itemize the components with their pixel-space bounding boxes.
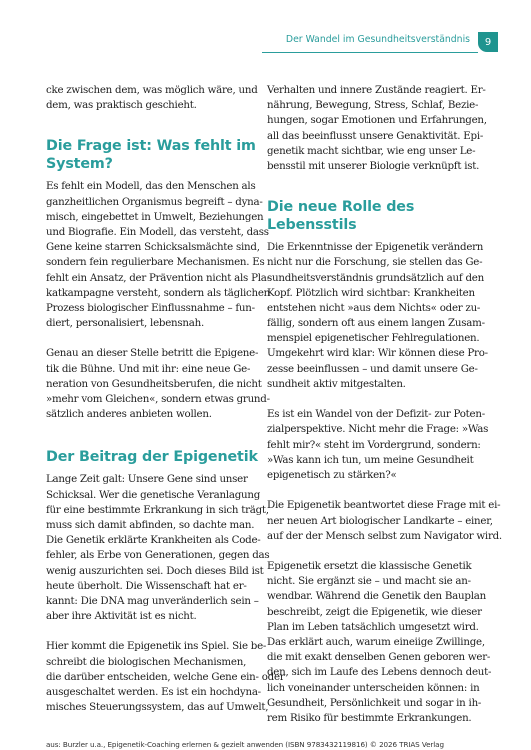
- text-line: Es ist ein Wandel von der Defizit- zur Poten-: [267, 408, 485, 421]
- paragraph: [46, 472, 271, 624]
- text-line: Das erklärt auch, warum eineiige Zwillinge,: [267, 636, 485, 648]
- text-line: den, sich im Laufe des Lebens dennoch deut-: [267, 666, 492, 679]
- paragraph: [267, 240, 487, 392]
- text-line: Genau an dieser Stelle betritt die Epigene-: [46, 347, 259, 360]
- paragraph: [46, 639, 285, 715]
- text-line: »Was kann ich tun, um meine Gesundheit: [267, 453, 474, 466]
- text-line: und Biografie. Ein Modell, das versteht, dass: [46, 225, 269, 238]
- text-line: sätzlich anderes anbieten wollen.: [46, 408, 212, 421]
- text-line: wendbar. Während die Genetik den Bauplan: [267, 590, 486, 603]
- text-line: Verhalten und innere Zustände reagiert. Er-: [267, 84, 486, 96]
- paragraph: [267, 407, 487, 483]
- text-line: cke zwischen dem, was möglich wäre, und: [46, 84, 258, 96]
- text-line: sundheit aktiv mitgestalten.: [267, 377, 406, 390]
- text-line: hungen, sogar Emotionen und Erfahrungen,: [267, 114, 487, 127]
- text-line: nicht. Sie ergänzt sie – und macht sie an-: [267, 575, 471, 588]
- page-number-badge: 9: [478, 32, 498, 52]
- text-line: misch, eingebettet in Umwelt, Beziehungen: [46, 210, 264, 223]
- text-line: fehler, als Erbe von Generationen, gegen das: [46, 549, 270, 562]
- text-line: Lange Zeit galt: Unsere Gene sind unser: [46, 473, 248, 486]
- intro-paragraph: [46, 83, 271, 113]
- text-line: sundheitsverständnis grundsätzlich auf den: [267, 271, 484, 284]
- text-line: dem, was praktisch geschieht.: [46, 99, 197, 112]
- text-line: fällig, sondern oft aus einem langen Zusam-: [267, 317, 485, 330]
- header-rule: [262, 52, 478, 53]
- paragraph: [267, 498, 502, 544]
- text-line: Gene keine starren Schicksalsmächte sind,: [46, 241, 260, 254]
- text-line: für eine bestimmte Erkrankung in sich trägt,: [46, 503, 269, 516]
- text-line: rem Risiko für bestimmte Erkrankungen.: [267, 711, 472, 724]
- text-line: heute überholt. Die Wissenschaft hat er-: [46, 579, 247, 592]
- text-line: nicht nur die Forschung, sie stellen das Ge-: [267, 256, 483, 269]
- text-line: Epigenetik ersetzt die klassische Genetik: [267, 560, 472, 573]
- text-line: misches Steuerungssystem, das auf Umwelt,: [46, 701, 269, 714]
- text-line: neration von Gesundheitsberufen, die nicht: [46, 377, 262, 390]
- text-line: Kopf. Plötzlich wird sichtbar: Krankheiten: [267, 286, 475, 299]
- text-line: Schicksal. Wer die genetische Veranlagung: [46, 488, 261, 501]
- paragraph: [46, 179, 271, 331]
- section-heading-beitrag-epigenetik: Der Beitrag der Epigenetik: [46, 449, 258, 466]
- section-heading-was-fehlt: Die Frage ist: Was fehlt im System?: [46, 138, 256, 173]
- paragraph: [46, 346, 271, 422]
- text-line: Umgekehrt wird klar: Wir können diese Pro-: [267, 347, 488, 360]
- text-line: wenig auszurichten sei. Doch dieses Bild ist: [46, 564, 264, 577]
- section-heading-neue-rolle: Die neue Rolle des Lebensstils: [267, 199, 415, 234]
- text-line: fehlt mir?« steht im Vordergrund, sondern:: [267, 438, 481, 451]
- text-line: sondern fein regulierbare Mechanismen. Es: [46, 256, 265, 269]
- text-line: Die Erkenntnisse der Epigenetik verändern: [267, 241, 484, 254]
- text-line: die mit exakt denselben Genen geboren wer-: [267, 651, 491, 664]
- intro-paragraph: [267, 83, 487, 174]
- footer-citation: aus: Burzler u.a., Epigenetik-Coaching erlernen & gezielt anwenden (ISBN 9783432119816) © 2026 TRIAS Verlag: [46, 740, 444, 749]
- running-header-title: Der Wandel im Gesundheitsverständnis: [285, 34, 470, 45]
- text-line: ner neuen Art biologischer Landkarte – einer,: [267, 514, 493, 527]
- text-line: Es fehlt ein Modell, das den Menschen als: [46, 180, 256, 193]
- text-line: fehlt ein Ansatz, der Prävention nicht als Pla-: [46, 271, 270, 284]
- text-line: beschreibt, zeigt die Epigenetik, wie dieser: [267, 605, 482, 618]
- text-line: Hier kommt die Epigenetik ins Spiel. Sie be-: [46, 640, 267, 653]
- text-line: zesse beeinflussen – und damit unsere Ge-: [267, 362, 478, 375]
- text-line: Die Epigenetik beantwortet diese Frage mit ei-: [267, 499, 501, 512]
- text-line: all das beeinflusst unsere Genaktivität. Epi-: [267, 129, 484, 142]
- text-line: Gesundheit, Persönlichkeit und sogar in ih-: [267, 696, 482, 709]
- text-line: aber ihre Aktivität ist es nicht.: [46, 610, 197, 623]
- paragraph: [267, 559, 492, 726]
- text-line: katkampagne versteht, sondern als täglichen: [46, 286, 271, 299]
- text-line: muss sich damit abfinden, so dachte man.: [46, 518, 255, 531]
- text-line: Die Genetik erklärte Krankheiten als Code-: [46, 534, 261, 547]
- text-line: ausgeschaltet werden. Es ist ein hochdyna-: [46, 686, 261, 698]
- text-line: auf der der Mensch selbst zum Navigator wird.: [267, 529, 502, 542]
- text-line: epigenetisch zu stärken?«: [267, 468, 397, 481]
- text-line: tik die Bühne. Und mit ihr: eine neue Ge-: [46, 362, 251, 375]
- text-line: genetik macht sichtbar, wie eng unser Le-: [267, 144, 476, 157]
- text-line: diert, personalisiert, lebensnah.: [46, 317, 204, 330]
- text-line: lich voneinander unterscheiden können: in: [267, 681, 480, 694]
- text-line: Plan im Leben tatsächlich umgesetzt wird.: [267, 620, 479, 633]
- text-line: nährung, Bewegung, Stress, Schlaf, Bezie-: [267, 99, 479, 112]
- text-line: menspiel epigenetischer Fehlregulationen.: [267, 332, 480, 345]
- text-line: entstehen nicht »aus dem Nichts« oder zu-: [267, 301, 481, 314]
- text-line: schreibt die biologischen Mechanismen,: [46, 655, 247, 668]
- text-line: bensstil mit unserer Biologie verknüpft ist.: [267, 159, 480, 172]
- text-line: ganzheitlichen Organismus begreift – dyna-: [46, 195, 263, 208]
- text-line: »mehr vom Gleichen«, sondern etwas grund-: [46, 393, 270, 405]
- text-line: zialperspektive. Nicht mehr die Frage: »Was: [267, 423, 489, 436]
- left-column: [46, 83, 285, 715]
- text-line: Prozess biologischer Einflussnahme – fun-: [46, 301, 255, 314]
- text-line: kannt: Die DNA mag unveränderlich sein –: [46, 594, 259, 607]
- text-line: die darüber entscheiden, welche Gene ein- oder: [46, 670, 285, 683]
- right-column: [267, 83, 502, 726]
